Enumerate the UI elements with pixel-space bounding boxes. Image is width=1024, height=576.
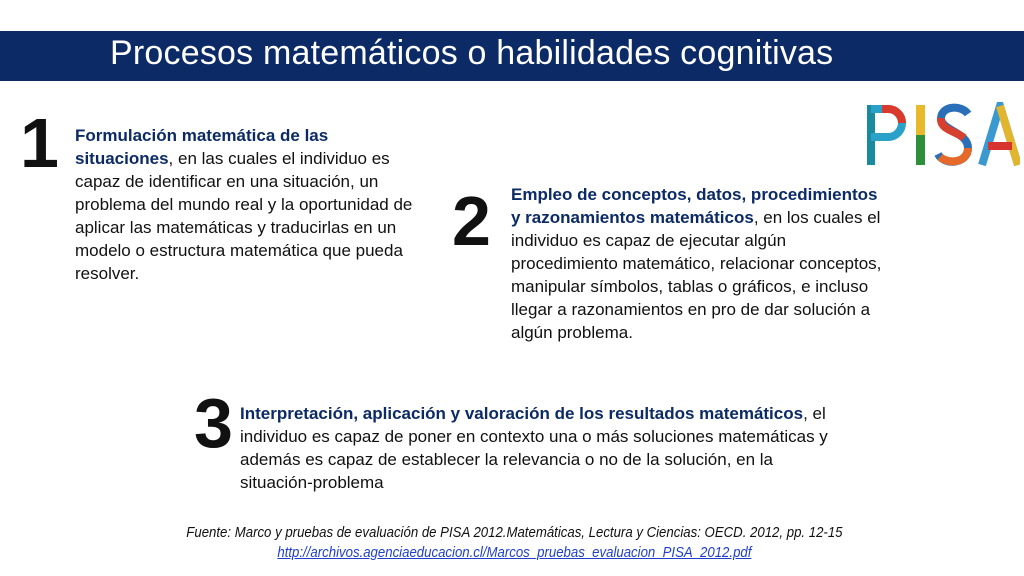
source-citation: Fuente: Marco y pruebas de evaluación de PISA 2012.Matemáticas, Lectura y Ciencias: OECD. 2012, pp. 12-15 xyxy=(186,524,843,541)
item-heading-2: Empleo de conceptos, datos, procedimientos y razonamientos matemáticos xyxy=(511,185,878,227)
item-number-3: 3 xyxy=(194,384,233,462)
item-heading-3: Interpretación, aplicación y valoración de los resultados matemáticos xyxy=(240,404,804,423)
source-link[interactable]: http://archivos.agenciaeducacion.cl/Marcos_pruebas_evaluacion_PISA_2012.pdf xyxy=(277,544,752,561)
item-text-2 xyxy=(511,183,891,344)
item-heading-1: Formulación matemática de las situaciones xyxy=(75,126,329,168)
item-body-2: , en los cuales el individuo es capaz de ejecutar algún procedimiento matemático, relacionar conceptos, manipular símbolos, tablas o gráficos, e incluso llegar a razonamientos en pro de dar solución a algún problema. xyxy=(511,208,882,342)
item-body-1: , en las cuales el individuo es capaz de identificar en una situación, un problema del mundo real y la oportunidad de aplicar las matemáticas y traducirlas en un modelo o estructura matemática que pueda resolver. xyxy=(75,149,413,283)
item-text-3 xyxy=(240,402,840,494)
page-title: Procesos matemáticos o habilidades cognitivas xyxy=(110,34,834,72)
item-number-2: 2 xyxy=(452,182,491,260)
pisa-logo-icon xyxy=(864,102,1020,168)
item-number-1: 1 xyxy=(20,104,59,182)
item-body-3: , el individuo es capaz de poner en contexto una o más soluciones matemáticas y además es capaz de establecer la relevancia o no de la solución, en la situación-problema xyxy=(240,404,828,492)
item-text-1 xyxy=(75,124,425,285)
